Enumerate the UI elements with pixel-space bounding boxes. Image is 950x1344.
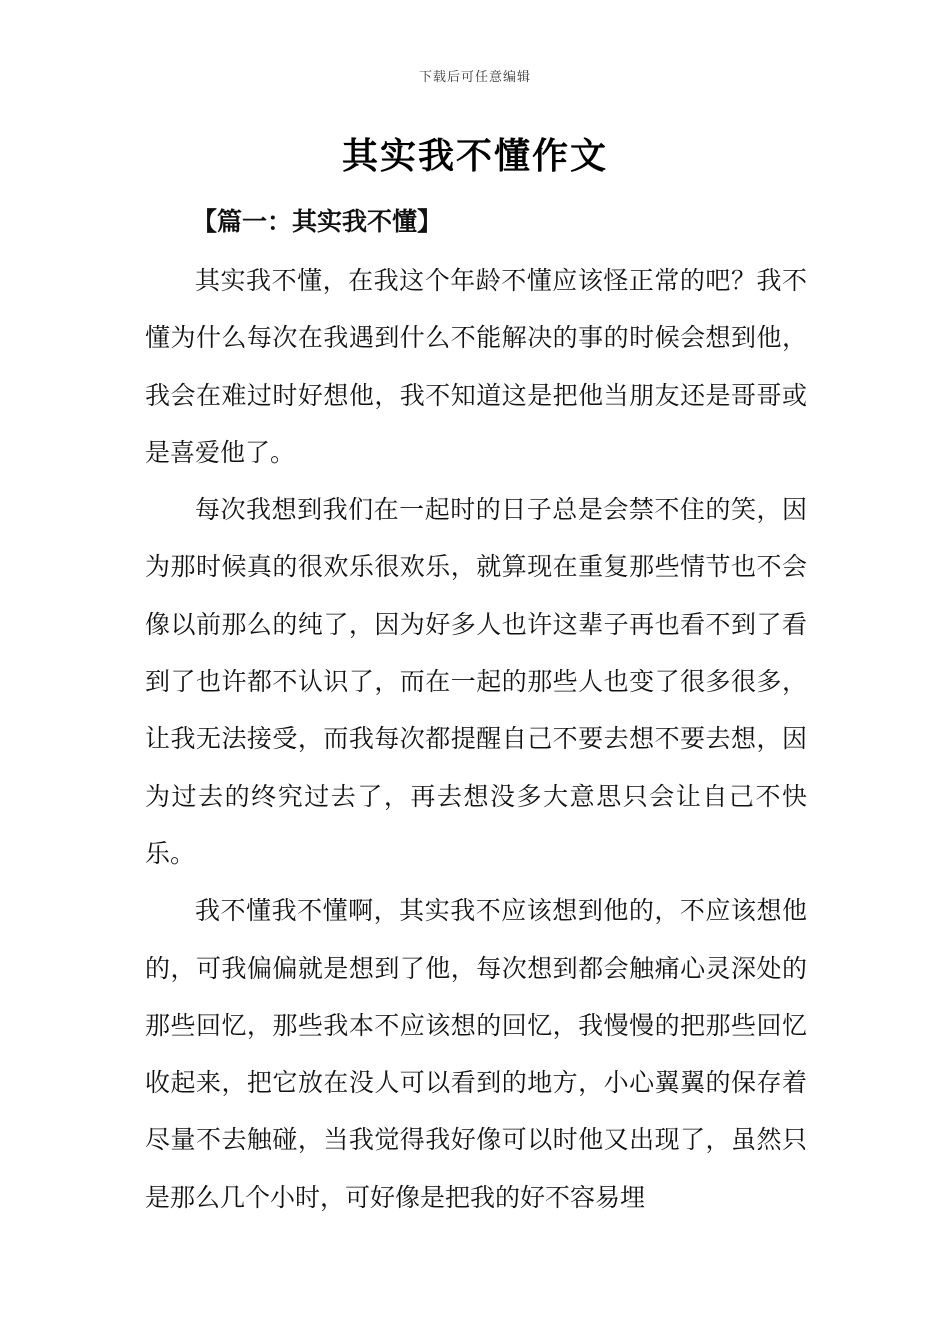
paragraph-3: 我不懂我不懂啊，其实我不应该想到他的，不应该想他的，可我偏偏就是想到了他，每次想到都会触痛心灵深处的那些回忆，那些我本不应该想的回忆，我慢慢的把那些回忆收起来，把它放在没人可以看到的地方，小心翼翼的保存着尽量不去触碰，当我觉得我好像可以时他又出现了，虽然只是那么几个小时，可好像是把我的好不容易埋 — [145, 896, 807, 1212]
section-heading: 【篇一：其实我不懂】 — [192, 207, 443, 236]
body-text — [145, 252, 807, 1226]
paragraph-2: 每次我想到我们在一起时的日子总是会禁不住的笑，因为那时候真的很欢乐很欢乐，就算现在重复那些情节也不会像以前那么的纯了，因为好多人也许这辈子再也看不到了看到了也许都不认识了，而在一起的那些人也变了很多很多，让我无法接受，而我每次都提醒自己不要去想不要去想，因为过去的终究过去了，再去想没多大意思只会让自己不快乐。 — [145, 495, 807, 868]
document-title: 其实我不懂作文 — [341, 136, 608, 177]
paragraph-1: 其实我不懂，在我这个年龄不懂应该怪正常的吧？我不懂为什么每次在我遇到什么不能解决的事的时候会想到他，我会在难过时好想他，我不知道这是把他当朋友还是哥哥或是喜爱他了。 — [145, 266, 807, 467]
header-note: 下载后可任意编辑 — [418, 70, 531, 85]
